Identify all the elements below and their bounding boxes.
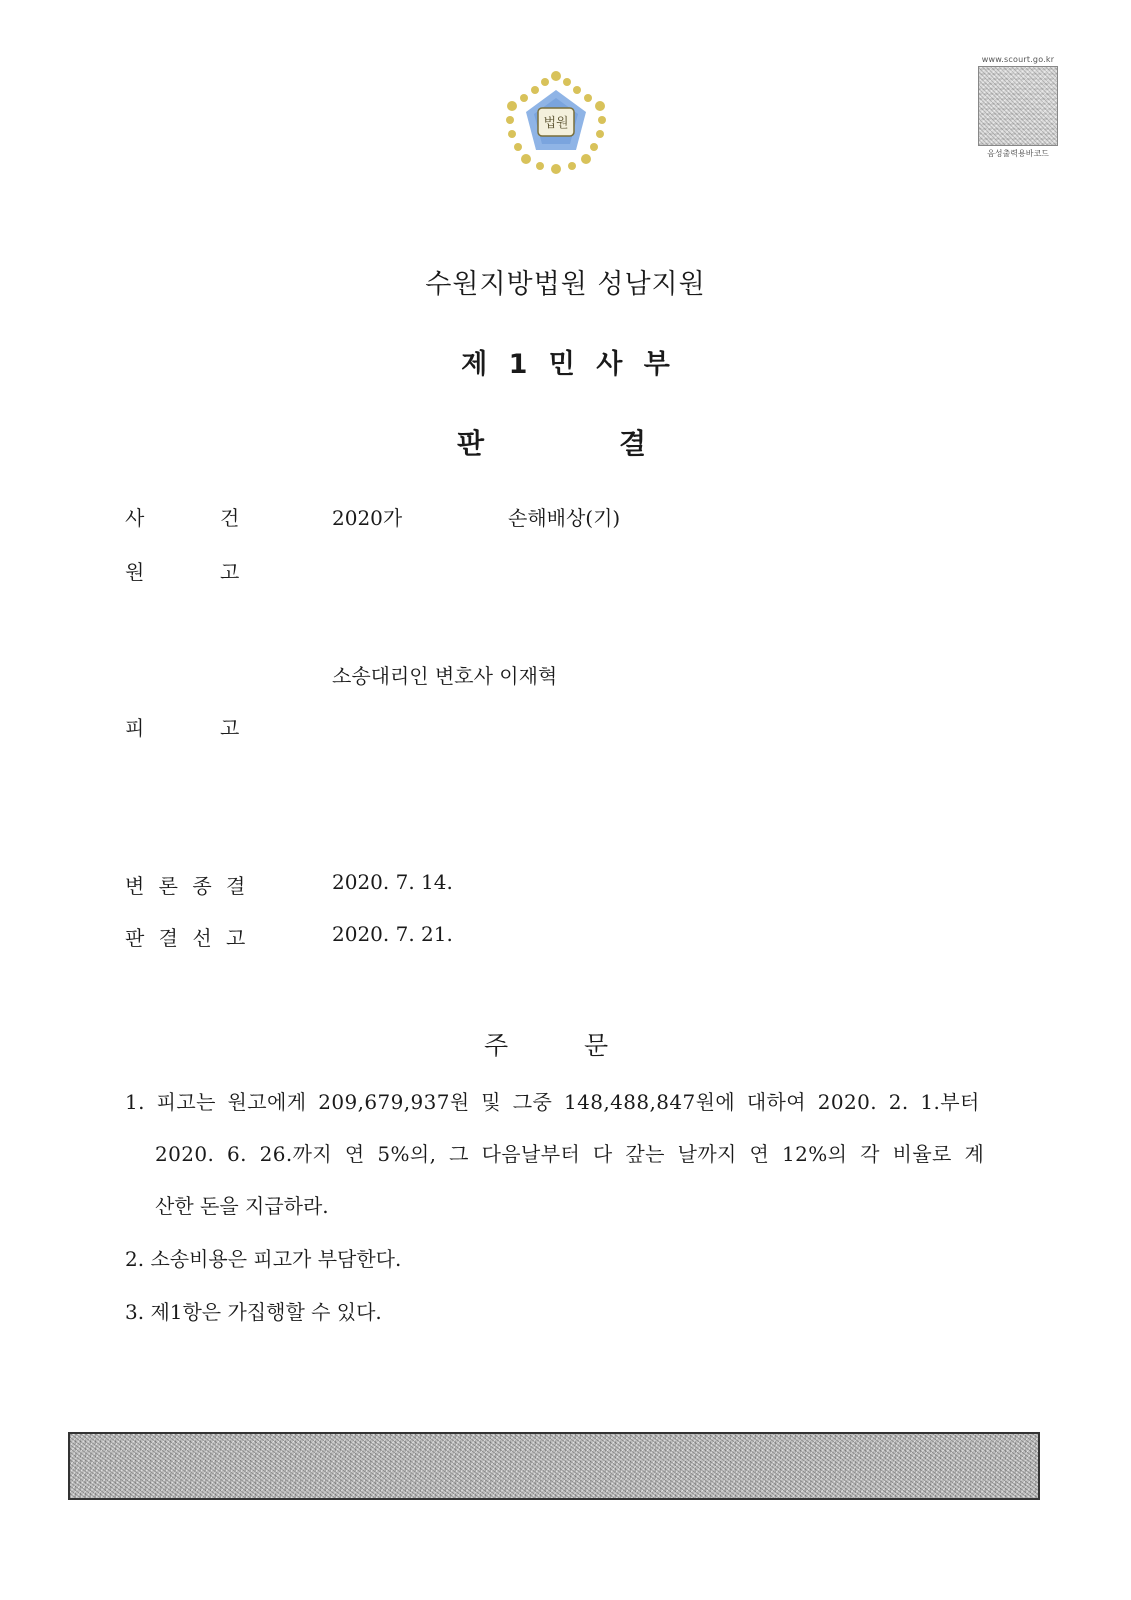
order-item-1-line-3: 산한 돈을 지급하라. xyxy=(155,1194,329,1218)
judgment-date: 2020. 7. 21. xyxy=(332,922,453,946)
defendant-label-1: 피 xyxy=(125,716,145,740)
order-item-1-line-1: 1. 피고는 원고에게 209,679,937원 및 그중 148,488,847원에 대하여 2020. 2. 1.부터 xyxy=(125,1090,980,1114)
court-name: 수원지방법원 성남지원 xyxy=(425,269,706,300)
order-heading-char-1: 주 xyxy=(484,1031,509,1060)
plaintiff-label-2: 고 xyxy=(220,560,240,584)
doc-type-char-1: 판 xyxy=(457,427,485,460)
case-label-2: 건 xyxy=(220,506,240,530)
order-item-2: 2. 소송비용은 피고가 부담한다. xyxy=(125,1247,402,1271)
doc-type-char-2: 결 xyxy=(619,427,647,460)
order-item-1-line-2: 2020. 6. 26.까지 연 5%의, 그 다음날부터 다 갚는 날까지 연 12%의 각 비율로 계 xyxy=(155,1142,985,1166)
court-emblem-icon xyxy=(500,68,612,176)
barcode-caption: 음성출력용바코드 xyxy=(987,149,1049,158)
division-name: 제 1 민 사 부 xyxy=(461,349,670,380)
plaintiff-label-1: 원 xyxy=(125,560,145,584)
voice-barcode xyxy=(975,55,1061,163)
plaintiff-counsel: 소송대리인 변호사 이재혁 xyxy=(332,664,558,688)
defendant-label-2: 고 xyxy=(220,716,240,740)
order-item-3: 3. 제1항은 가집행할 수 있다. xyxy=(125,1300,382,1324)
judgment-label: 판 결 선 고 xyxy=(125,926,250,950)
emblem-label: 법원 xyxy=(543,116,569,131)
closing-label: 변 론 종 결 xyxy=(125,874,250,898)
barcode-image xyxy=(978,66,1058,146)
case-title: 손해배상(기) xyxy=(508,506,621,530)
security-pattern-bar xyxy=(68,1432,1040,1500)
case-number: 2020가 xyxy=(332,506,403,530)
case-label-1: 사 xyxy=(125,506,145,530)
closing-date: 2020. 7. 14. xyxy=(332,870,453,894)
order-heading-char-2: 문 xyxy=(584,1031,609,1060)
barcode-url: www.scourt.go.kr xyxy=(981,55,1055,64)
